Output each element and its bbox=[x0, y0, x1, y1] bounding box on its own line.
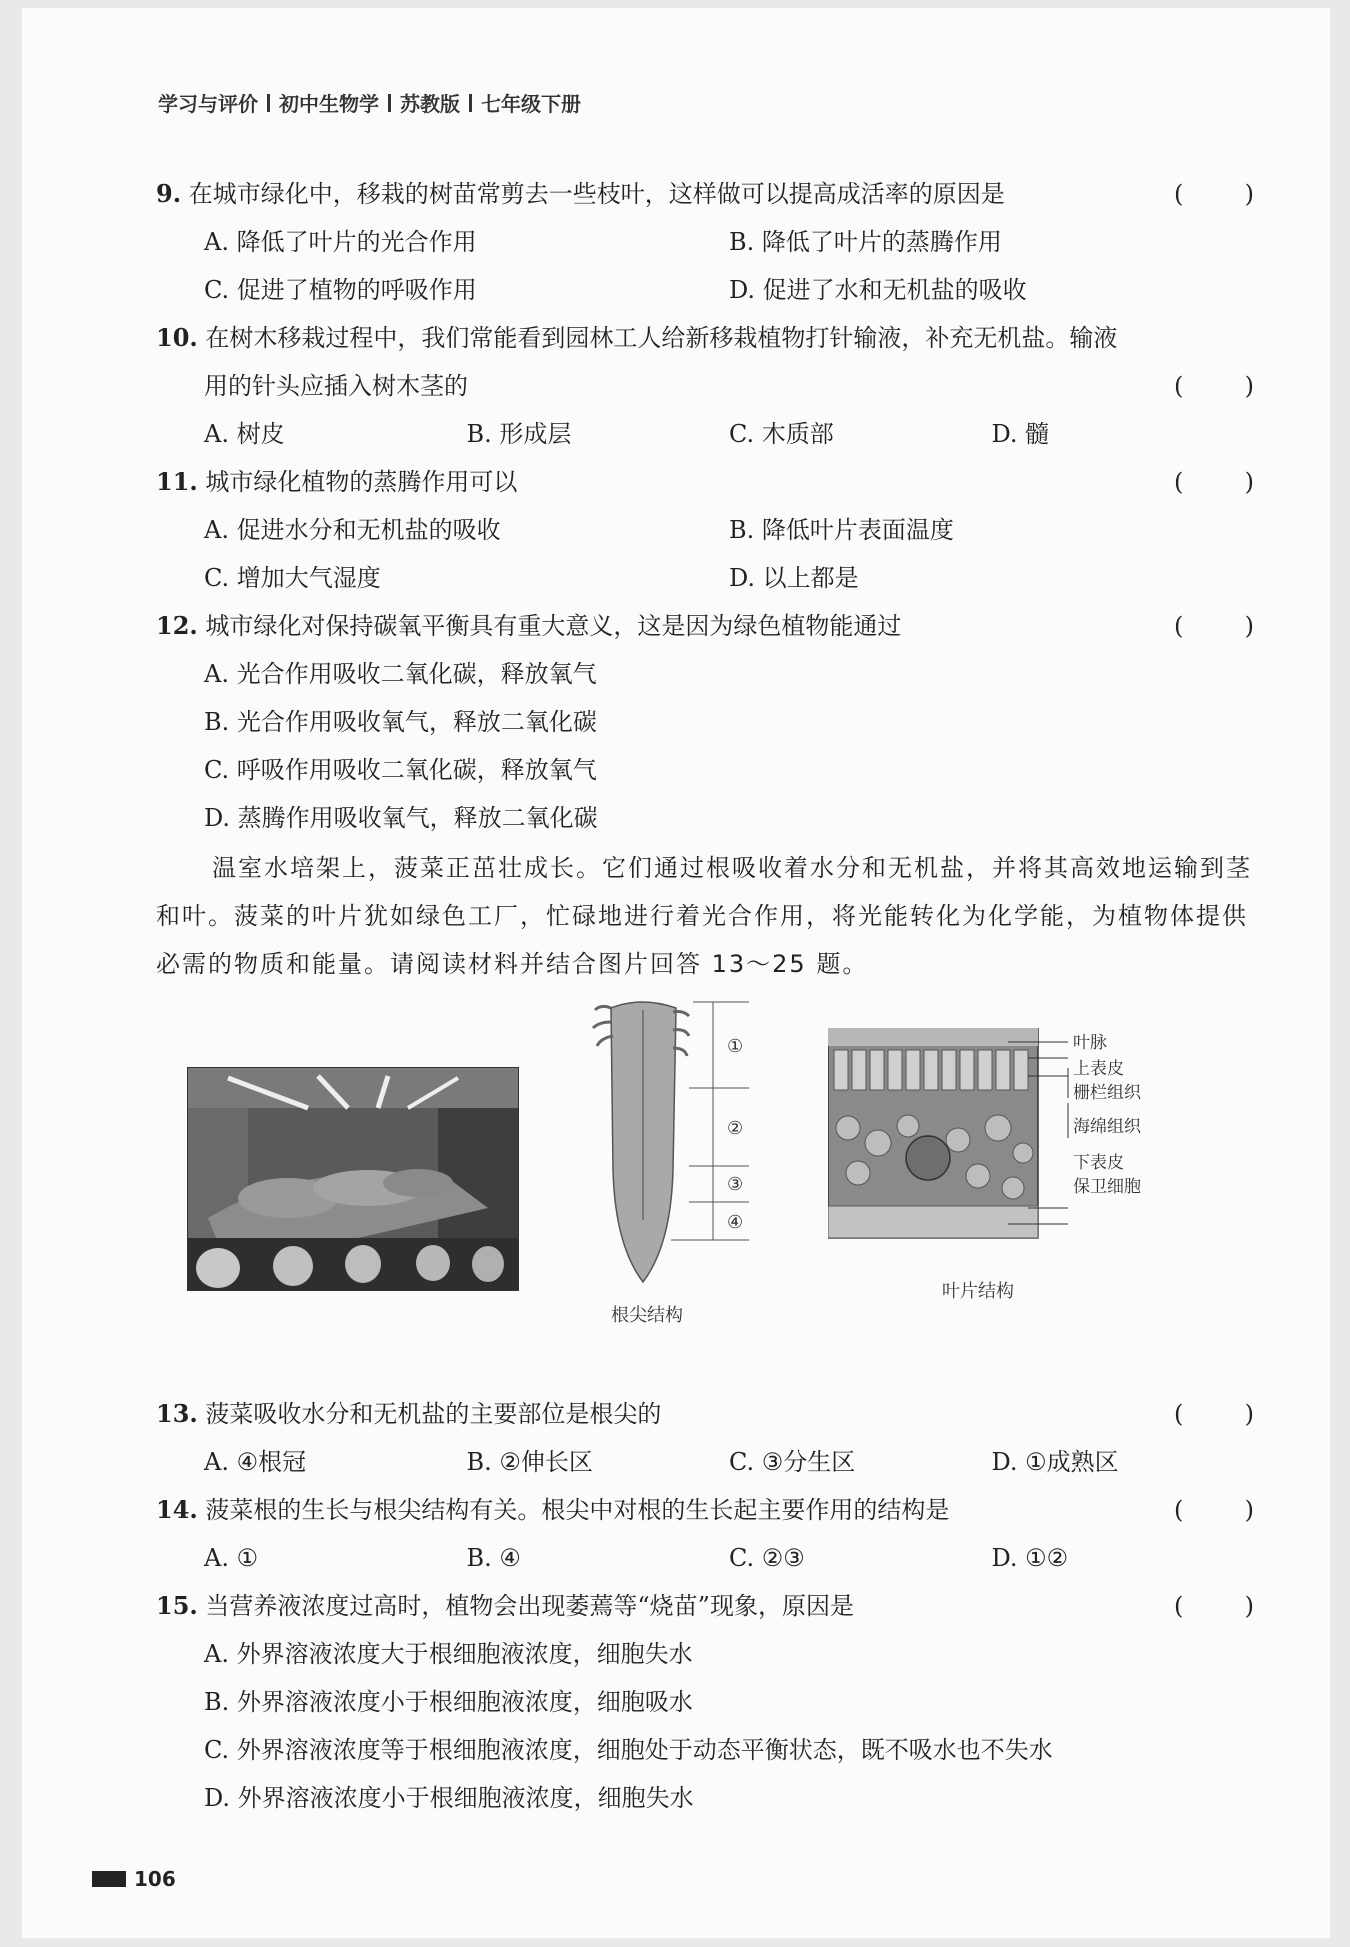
question-stem: 城市绿化对保持碳氧平衡具有重大意义，这是因为绿色植物能通过 bbox=[205, 612, 902, 640]
question-15 bbox=[156, 1582, 1254, 1630]
answer-blank: ( ) bbox=[1174, 612, 1254, 640]
option: C. ②③ bbox=[729, 1544, 805, 1572]
option: C. 增加大气湿度 bbox=[204, 564, 381, 592]
running-header bbox=[158, 88, 581, 117]
option: D. ①成熟区 bbox=[991, 1448, 1119, 1476]
option: C. 促进了植物的呼吸作用 bbox=[204, 276, 477, 304]
header-separator bbox=[267, 94, 270, 112]
leaf-structure-diagram bbox=[828, 1028, 1228, 1248]
options-13 bbox=[156, 1438, 1254, 1486]
option: D. 髓 bbox=[991, 420, 1050, 448]
question-number: 14. bbox=[156, 1495, 198, 1524]
option: D. 外界溶液浓度小于根细胞液浓度，细胞失水 bbox=[204, 1784, 694, 1812]
answer-blank: ( ) bbox=[1174, 180, 1254, 208]
option: B. 外界溶液浓度小于根细胞液浓度，细胞吸水 bbox=[204, 1688, 693, 1716]
question-stem: 城市绿化植物的蒸腾作用可以 bbox=[205, 468, 518, 496]
header-separator bbox=[469, 94, 472, 112]
option: C. 呼吸作用吸收二氧化碳，释放氧气 bbox=[204, 756, 597, 784]
leaf-label-palisade: 栅栏组织 bbox=[1073, 1083, 1141, 1103]
options-15 bbox=[156, 1630, 1254, 1822]
answer-blank: ( ) bbox=[1174, 1496, 1254, 1524]
option: A. 降低了叶片的光合作用 bbox=[204, 228, 477, 256]
answer-blank: ( ) bbox=[1174, 468, 1254, 496]
header-separator bbox=[388, 94, 391, 112]
question-stem: 在树木移栽过程中，我们常能看到园林工人给新移栽植物打针输液，补充无机盐。输液 bbox=[205, 324, 1118, 352]
leaf-label-vein: 叶脉 bbox=[1073, 1033, 1107, 1053]
root-label-2: ② bbox=[727, 1118, 744, 1139]
option: A. 树皮 bbox=[204, 420, 285, 448]
answer-blank: ( ) bbox=[1174, 1400, 1254, 1428]
question-number: 13. bbox=[156, 1399, 198, 1428]
question-number: 15. bbox=[156, 1591, 198, 1620]
page-number: 106 bbox=[134, 1867, 176, 1891]
option: A. ④根冠 bbox=[204, 1448, 307, 1476]
page-content bbox=[156, 170, 1254, 1822]
option: D. 蒸腾作用吸收氧气，释放二氧化碳 bbox=[204, 804, 598, 832]
root-label-3: ③ bbox=[727, 1174, 744, 1195]
answer-blank: ( ) bbox=[1174, 1592, 1254, 1620]
header-item: 初中生物学 bbox=[279, 92, 379, 116]
option: A. ① bbox=[204, 1544, 259, 1572]
option: D. 以上都是 bbox=[729, 564, 859, 592]
option: A. 外界溶液浓度大于根细胞液浓度，细胞失水 bbox=[204, 1640, 693, 1668]
question-12 bbox=[156, 602, 1254, 650]
leaf-label-spongy: 海绵组织 bbox=[1073, 1117, 1141, 1137]
leaf-label-lower-epidermis: 下表皮 bbox=[1073, 1153, 1124, 1173]
options-9 bbox=[156, 218, 1254, 314]
question-stem: 当营养液浓度过高时，植物会出现萎蔫等“烧苗”现象，原因是 bbox=[205, 1592, 854, 1620]
options-10 bbox=[156, 410, 1254, 458]
page-number-bar bbox=[92, 1871, 126, 1887]
option: A. 促进水分和无机盐的吸收 bbox=[204, 516, 501, 544]
question-stem: 在城市绿化中，移栽的树苗常剪去一些枝叶，这样做可以提高成活率的原因是 bbox=[188, 180, 1005, 208]
page bbox=[22, 8, 1330, 1938]
option: D. ①② bbox=[991, 1544, 1069, 1572]
question-number: 12. bbox=[156, 611, 198, 640]
figures-area bbox=[156, 988, 1254, 1390]
leaf-structure-caption: 叶片结构 bbox=[942, 1281, 1014, 1302]
answer-blank: ( ) bbox=[1174, 372, 1254, 400]
root-tip-caption: 根尖结构 bbox=[611, 1305, 683, 1326]
options-12 bbox=[156, 650, 1254, 842]
question-14 bbox=[156, 1486, 1254, 1534]
root-label-1: ① bbox=[727, 1036, 744, 1057]
header-item: 学习与评价 bbox=[158, 92, 258, 116]
option: B. 降低了叶片的蒸腾作用 bbox=[729, 228, 1002, 256]
header-item: 七年级下册 bbox=[481, 92, 581, 116]
option: C. 外界溶液浓度等于根细胞液浓度，细胞处于动态平衡状态，既不吸水也不失水 bbox=[204, 1736, 1053, 1764]
option: B. 降低叶片表面温度 bbox=[729, 516, 954, 544]
leaf-label-guard-cell: 保卫细胞 bbox=[1073, 1177, 1141, 1197]
options-11 bbox=[156, 506, 1254, 602]
question-10 bbox=[156, 314, 1254, 362]
greenhouse-hydroponics-photo bbox=[187, 1067, 519, 1291]
option: C. ③分生区 bbox=[729, 1448, 856, 1476]
option: C. 木质部 bbox=[729, 420, 834, 448]
option: B. ②伸长区 bbox=[466, 1448, 593, 1476]
question-11 bbox=[156, 458, 1254, 506]
reading-passage: 温室水培架上，菠菜正茁壮成长。它们通过根吸收着水分和无机盐，并将其高效地运输到茎和叶。菠菜的叶片犹如绿色工厂，忙碌地进行着光合作用，将光能转化为化学能，为植物体提供必需的物质和能量。请阅读材料并结合图片回答 13～25 题。 bbox=[156, 854, 1252, 978]
question-13 bbox=[156, 1390, 1254, 1438]
question-number: 11. bbox=[156, 467, 198, 496]
question-number: 9. bbox=[156, 179, 182, 208]
option: B. ④ bbox=[466, 1544, 521, 1572]
header-item: 苏教版 bbox=[400, 92, 460, 116]
page-footer bbox=[92, 1867, 176, 1891]
option: B. 光合作用吸收氧气，释放二氧化碳 bbox=[204, 708, 597, 736]
question-stem-continued: 用的针头应插入树木茎的 bbox=[204, 372, 468, 400]
question-9 bbox=[156, 170, 1254, 218]
question-10-cont bbox=[156, 362, 1254, 410]
root-label-4: ④ bbox=[727, 1212, 744, 1233]
root-tip-diagram bbox=[581, 990, 791, 1290]
question-stem: 菠菜根的生长与根尖结构有关。根尖中对根的生长起主要作用的结构是 bbox=[205, 1496, 950, 1524]
option: A. 光合作用吸收二氧化碳，释放氧气 bbox=[204, 660, 597, 688]
options-14 bbox=[156, 1534, 1254, 1582]
question-number: 10. bbox=[156, 323, 198, 352]
question-stem: 菠菜吸收水分和无机盐的主要部位是根尖的 bbox=[205, 1400, 662, 1428]
leaf-label-upper-epidermis: 上表皮 bbox=[1073, 1059, 1124, 1079]
option: D. 促进了水和无机盐的吸收 bbox=[729, 276, 1027, 304]
option: B. 形成层 bbox=[466, 420, 572, 448]
